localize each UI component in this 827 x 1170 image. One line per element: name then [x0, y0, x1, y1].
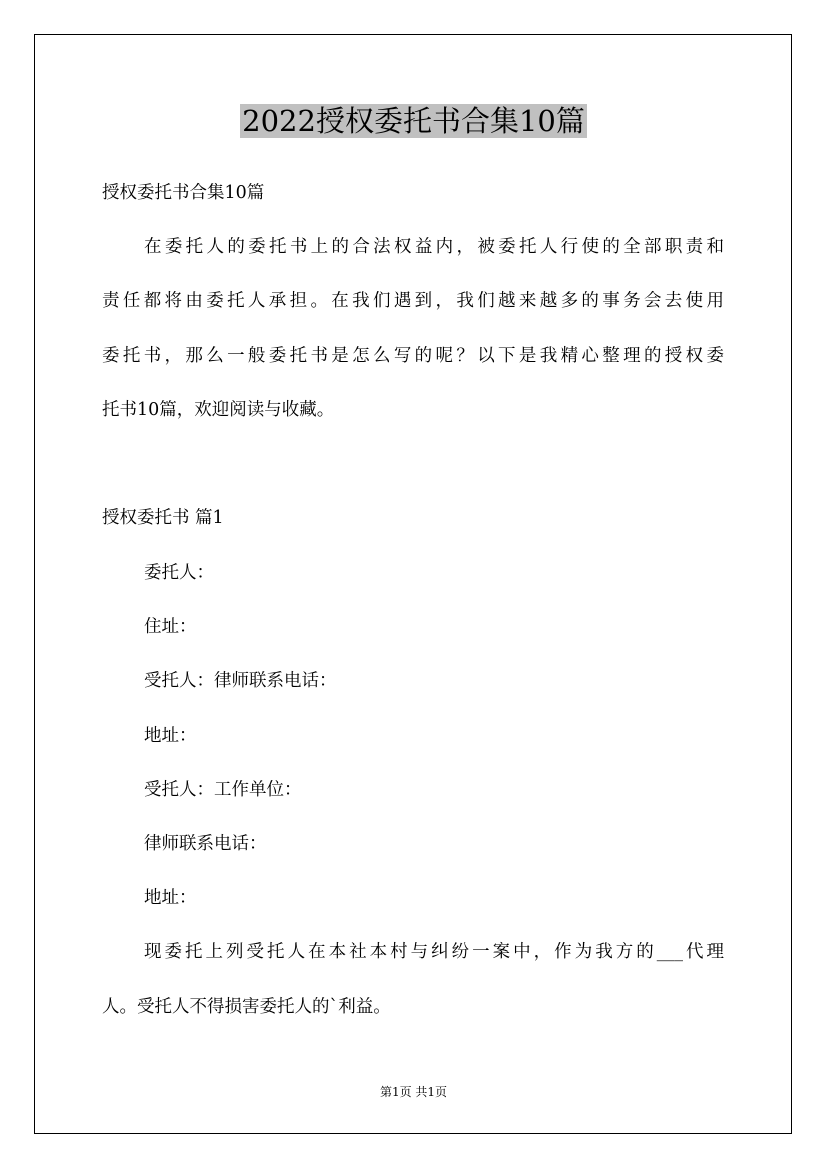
document-subtitle: 授权委托书合集10篇 [102, 183, 265, 203]
field-agent-lawyer-phone: 受托人：律师联系电话： [144, 671, 337, 691]
body-line-1: 现委托上列受托人在本社本村与纠纷一案中，作为我方的___代理 [144, 942, 724, 962]
field-principal: 委托人： [144, 563, 214, 583]
field-address: 住址： [144, 617, 197, 637]
intro-line-4: 托书10篇，欢迎阅读与收藏。 [102, 400, 335, 420]
field-agent-work-unit: 受托人：工作单位： [144, 780, 302, 800]
intro-line-2: 责任都将由委托人承担。在我们遇到，我们越来越多的事务会去使用 [102, 291, 724, 311]
field-address-2: 地址： [144, 726, 197, 746]
section-heading: 授权委托书 篇1 [102, 508, 224, 528]
document-title: 2022授权委托书合集10篇 [242, 104, 585, 138]
intro-line-3: 委托书，那么一般委托书是怎么写的呢？以下是我精心整理的授权委 [102, 346, 724, 366]
page-number: 第1页 共1页 [379, 1085, 448, 1099]
intro-line-1: 在委托人的委托书上的合法权益内，被委托人行使的全部职责和 [144, 237, 724, 257]
body-line-2: 人。受托人不得损害委托人的`利益。 [102, 997, 391, 1017]
field-lawyer-phone: 律师联系电话： [144, 834, 267, 854]
field-address-3: 地址： [144, 888, 197, 908]
